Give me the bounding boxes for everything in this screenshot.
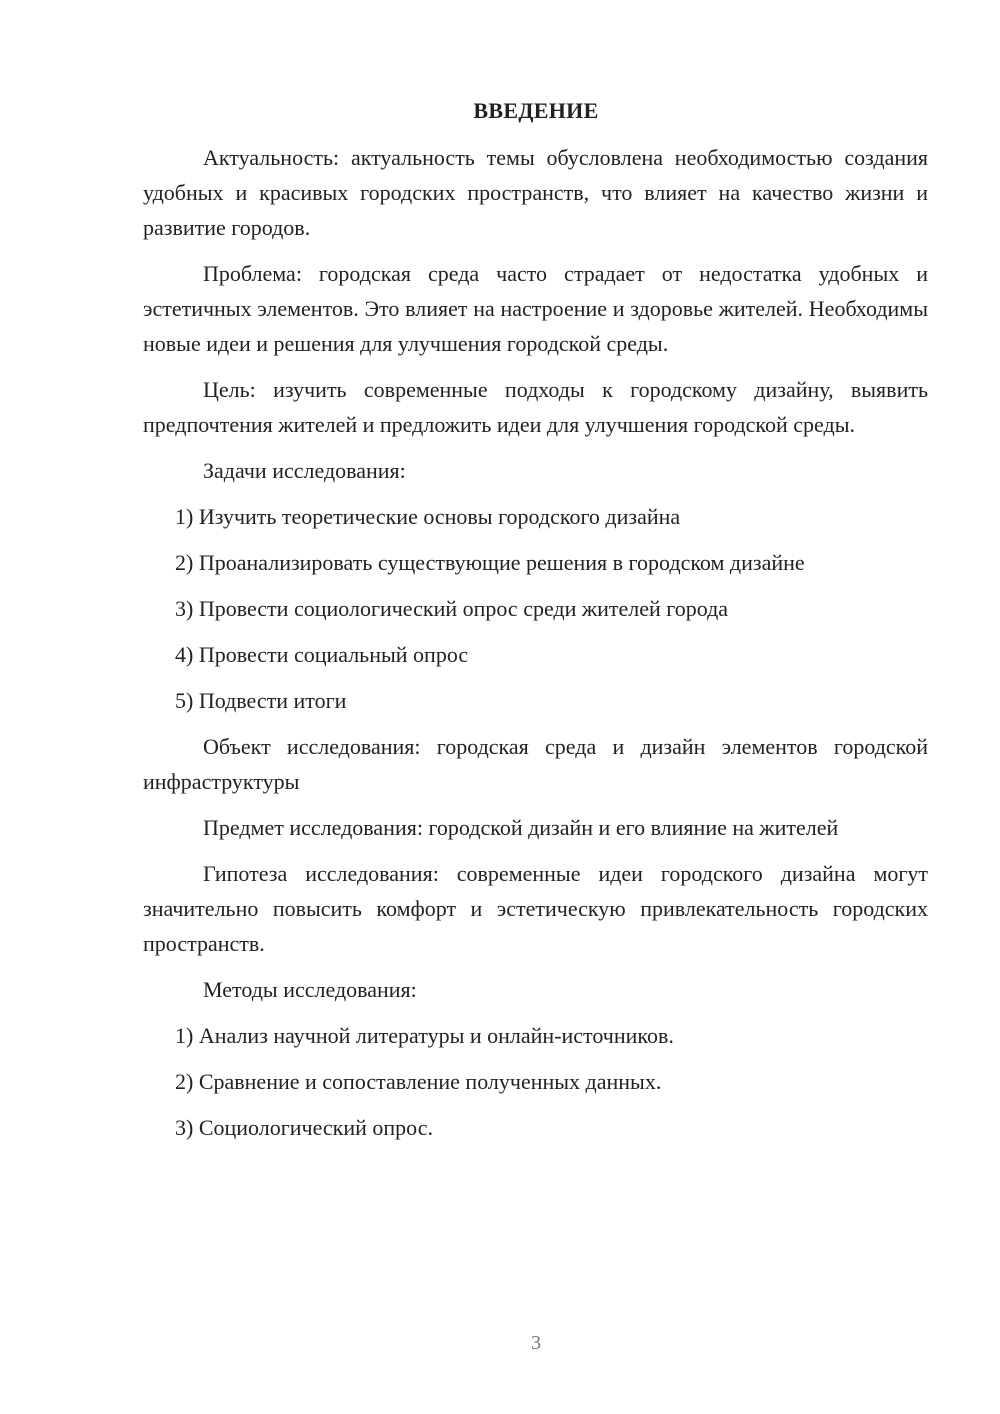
methods-list <box>143 1018 928 1145</box>
method-item: 2) Сравнение и сопоставление полученных данных. <box>175 1069 662 1094</box>
methods-title: Методы исследования: <box>203 977 417 1002</box>
tasks-list <box>143 499 928 718</box>
tasks-title: Задачи исследования: <box>203 458 406 483</box>
task-item: 1) Изучить теоретические основы городского дизайна <box>175 504 681 529</box>
task-item: 2) Проанализировать существующие решения в городском дизайне <box>175 550 805 575</box>
task-item: 4) Провести социальный опрос <box>175 642 469 667</box>
task-item: 5) Подвести итоги <box>175 688 347 713</box>
method-item: 3) Социологический опрос. <box>175 1115 433 1140</box>
goal-paragraph: Цель: изучить современные подходы к городскому дизайну, выявить предпочтения жителей и предложить идеи для улучшения городской среды. <box>143 377 928 437</box>
task-item: 3) Провести социологический опрос среди жителей города <box>175 596 729 621</box>
relevance-paragraph: Актуальность: актуальность темы обусловлена необходимостью создания удобных и красивых городских пространств, что влияет на качество жизни и развитие городов. <box>143 145 928 240</box>
object-paragraph: Объект исследования: городская среда и дизайн элементов городской инфраструктуры <box>143 734 928 794</box>
page-number: 3 <box>531 1332 541 1354</box>
section-heading: ВВЕДЕНИЕ <box>473 98 599 123</box>
document-body <box>143 140 928 1156</box>
method-item: 1) Анализ научной литературы и онлайн-источников. <box>175 1023 674 1048</box>
subject-paragraph: Предмет исследования: городской дизайн и его влияние на жителей <box>203 815 839 840</box>
hypothesis-paragraph: Гипотеза исследования: современные идеи городского дизайна могут значительно повысить комфорт и эстетическую привлекательность городских пространств. <box>143 861 928 956</box>
problem-paragraph: Проблема: городская среда часто страдает от недостатка удобных и эстетичных элементов. Это влияет на настроение и здоровье жителей. Необходимы новые идеи и решения для улучшения городской среды. <box>143 261 928 356</box>
